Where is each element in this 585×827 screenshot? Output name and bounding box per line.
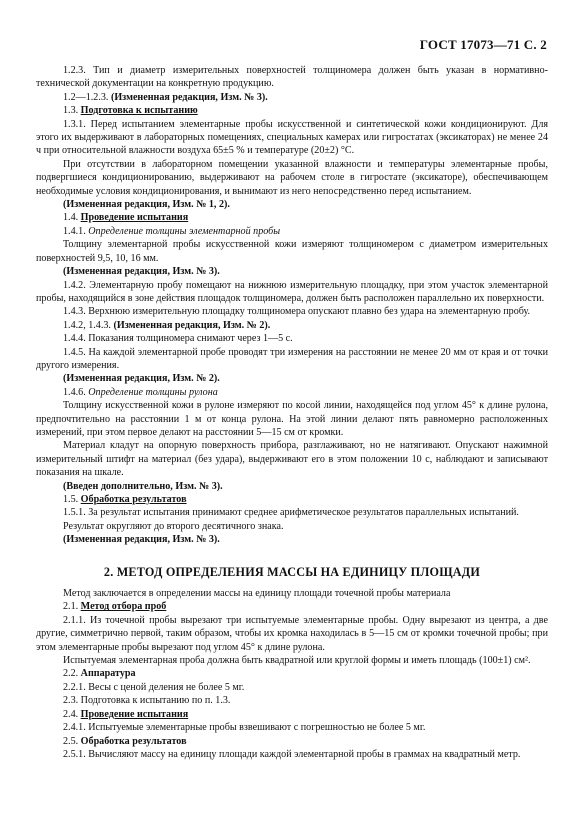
paragraph: При отсутствии в лабораторном помещении указанной влажности и температуры элементарные пробы, подвергшиеся кондиционированию, выдерживают на рабочем столе в гигростате (эксикаторе), обеспечивающем необходимые условия кондиционирования, и вынимают из него непосредственно перед испытанием. [36, 158, 548, 197]
paragraph: 1.5.1. За результат испытания принимают среднее арифметическое результатов параллельных испытаний. [63, 507, 519, 519]
document-body [36, 64, 548, 761]
subsection-heading: 1.4. Проведение испытания [63, 212, 189, 224]
paragraph: 1.4.6. Определение толщины рулона [63, 386, 218, 398]
amendment-note: (Введен дополнительно, Изм. № 3). [63, 480, 223, 492]
amendment-note: (Измененная редакция, Изм. № 3). [63, 534, 220, 546]
subsection-heading: 1.3. Подготовка к испытанию [63, 105, 198, 117]
paragraph: 1.4.2. Элементарную пробу помещают на нижнюю измерительную площадку, при этом участок элементарной пробы, находящийся в зоне действия площадок толщиномера, должен быть расположен параллельно их поверхности. [36, 279, 548, 304]
paragraph: 2.3. Подготовка к испытанию по п. 1.3. [63, 695, 231, 707]
paragraph: 1.3.1. Перед испытанием элементарные пробы искусственной и синтетической кожи кондиционируют. Для этого их выдерживают в лабораторных помещениях, специальных камерах или гигростатах (эксикаторах) не менее 24 ч при относительной влажности воздуха 65±5 % и температуре (20±2) °С. [36, 118, 548, 157]
paragraph: 2.1.1. Из точечной пробы вырезают три испытуемые элементарные пробы. Одну вырезают из центра, а две другие, симметрично первой, таким образом, чтобы их кромка находилась в 5—15 см от кромки точечной пробы; при этом элементарные пробы вырезают под углом 45° к длине рулона. [36, 614, 548, 653]
paragraph: 2.5.1. Вычисляют массу на единицу площади каждой элементарной пробы в граммах на квадратный метр. [63, 748, 521, 760]
paragraph: Испытуемая элементарная проба должна быть квадратной или круглой формы и иметь площадь (100±1) см². [63, 655, 531, 667]
subsection-heading: 2.2. Аппаратура [63, 668, 136, 680]
paragraph: 1.4.3. Верхнюю измерительную площадку толщиномера опускают плавно без удара на элементарную пробу. [63, 306, 531, 318]
subsection-heading: 2.5. Обработка результатов [63, 735, 187, 747]
page-header: ГОСТ 17073—71 С. 2 [419, 37, 547, 52]
paragraph: 1.2—1.2.3. (Измененная редакция, Изм. № 3). [63, 91, 268, 103]
paragraph: 1.4.1. Определение толщины элементарной пробы [63, 225, 281, 237]
subsection-heading: 2.1. Метод отбора проб [63, 601, 167, 613]
paragraph: 1.2.3. Тип и диаметр измерительных поверхностей толщиномера должен быть указан в нормативно-технической документации на конкретную продукцию. [36, 65, 548, 90]
paragraph: 1.4.4. Показания толщиномера снимают через 1—5 с. [63, 333, 293, 345]
section-2-title: 2. МЕТОД ОПРЕДЕЛЕНИЯ МАССЫ НА ЕДИНИЦУ ПЛОЩАДИ [103, 564, 481, 579]
paragraph: 2.4.1. Испытуемые элементарные пробы взвешивают с погрешностью не более 5 мг. [63, 722, 426, 734]
paragraph: 2.2.1. Весы с ценой деления не более 5 мг. [63, 681, 245, 693]
amendment-note: (Измененная редакция, Изм. № 2). [63, 373, 220, 385]
paragraph: Результат округляют до второго десятичного знака. [63, 520, 284, 532]
paragraph: Толщину искусственной кожи в рулоне измеряют по косой линии, находящейся под углом 45° к длине рулона, предпочтительно на расстоянии 1 м от конца рулона. На этой линии делают пять равномерно расположенных измерений, при этом первое делают на расстоянии 5—15 см от кромки. [36, 400, 548, 438]
subsection-heading: 2.4. Проведение испытания [63, 708, 189, 720]
amendment-note: (Измененная редакция, Изм. № 3). [63, 266, 220, 278]
paragraph: Материал кладут на опорную поверхность прибора, разглаживают, но не натягивают. Опускают нажимной измерительный штифт на материал (без удара), выдерживают его в этом положении 10 с, наблюдают и записывают показания на шкале. [36, 440, 548, 479]
subsection-heading: 1.5. Обработка результатов [63, 494, 187, 505]
amendment-note: (Измененная редакция, Изм. № 1, 2). [63, 199, 230, 211]
paragraph: Толщину элементарной пробы искусственной кожи измеряют толщиномером с диаметром измерительных поверхностей 9,5, 10, 16 мм. [36, 239, 548, 264]
section-1-paragraphs [36, 64, 548, 547]
paragraph: Метод заключается в определении массы на единицу площади точечной пробы материала [63, 588, 451, 600]
paragraph: 1.4.5. На каждой элементарной пробе проводят три измерения на расстоянии не менее 20 мм от края и от точки другого измерения. [36, 346, 548, 371]
section-2-paragraphs [36, 587, 548, 761]
paragraph: 1.4.2, 1.4.3. (Измененная редакция, Изм. № 2). [63, 319, 271, 331]
